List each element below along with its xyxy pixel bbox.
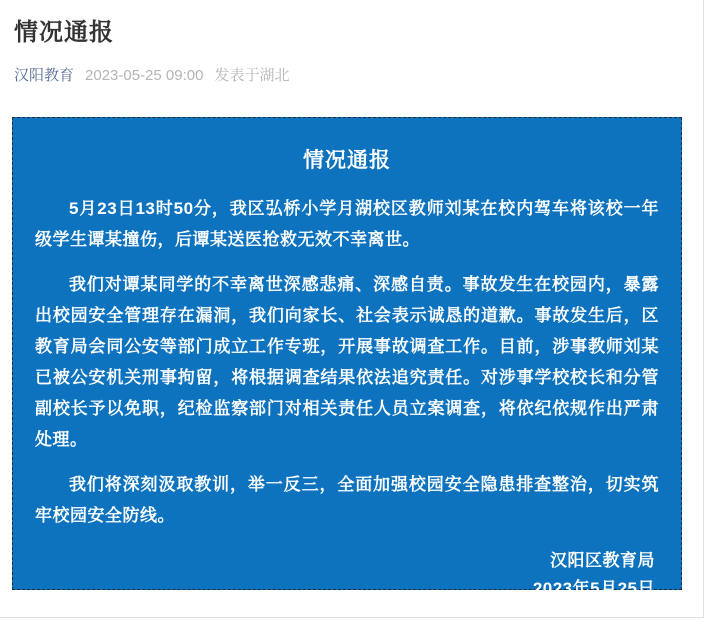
notice-title: 情况通报 — [303, 149, 391, 172]
publish-location: 发表于湖北 — [214, 67, 290, 84]
signature-org: 汉阳区教育局 — [550, 551, 655, 570]
article-title: 情况通报 — [14, 19, 114, 46]
notice-paragraph: 我们对谭某同学的不幸离世深感悲痛、深感自责。事故发生在校园内，暴露出校园安全管理存在漏洞，我们向家长、社会表示诚恳的道歉。事故发生后，区教育局会同公安等部门成立工作专班，开展事故调查工作。目前，涉事教师刘某已被公安机关刑事拘留，将根据调查结果依法追究责任。对涉事学校校长和分管副校长予以免职，纪检监察部门对相关责任人员立案调查，将依纪依规作出严肃处理。 — [35, 275, 659, 449]
signature — [35, 547, 659, 603]
publish-time: 2023-05-25 09:00 — [85, 67, 204, 84]
byline — [14, 64, 703, 85]
account-link[interactable]: 汉阳教育 — [14, 67, 75, 84]
notice-paragraph: 5月23日13时50分，我区弘桥小学月湖校区教师刘某在校内驾车将该校一年级学生谭某撞伤，后谭某送医抢救无效不幸离世。 — [35, 199, 659, 249]
notice-image[interactable] — [12, 117, 682, 598]
signature-date: 2023年5月25日 — [532, 579, 655, 598]
notice-paragraph: 我们将深刻汲取教训，举一反三，全面加强校园安全隐患排查整治，切实筑牢校园安全防线。 — [35, 475, 659, 525]
